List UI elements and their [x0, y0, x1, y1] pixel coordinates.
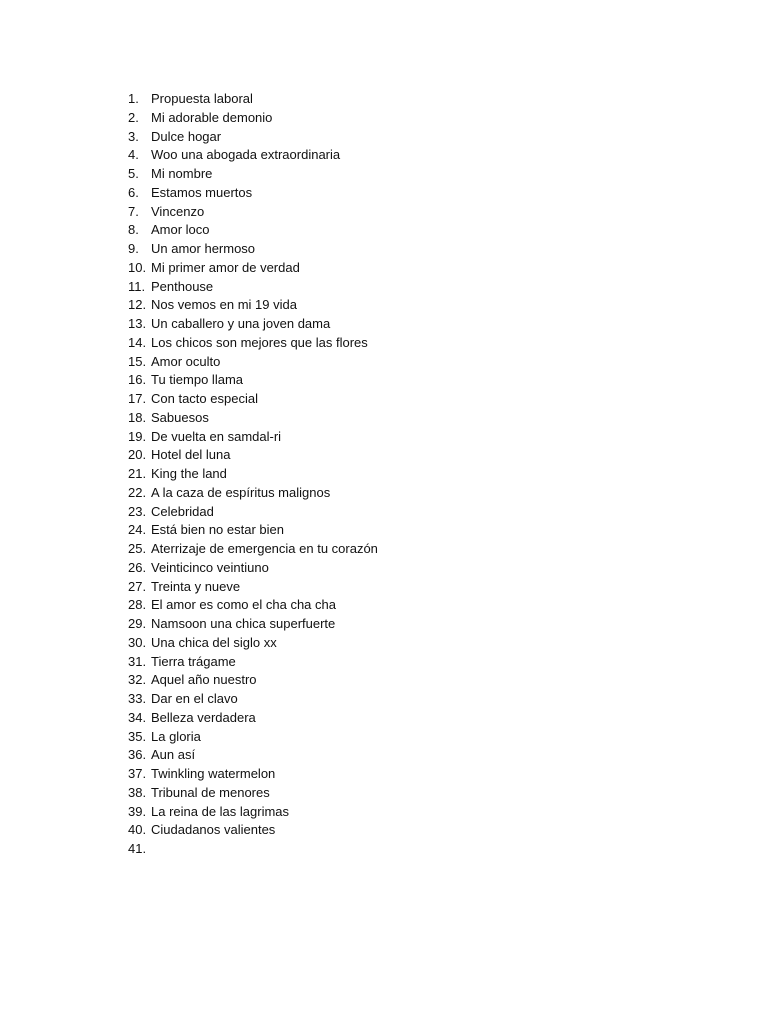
- list-item: [128, 128, 378, 147]
- list-item-number: 16.: [128, 372, 147, 388]
- list-item-text: Amor loco: [151, 222, 210, 238]
- list-item-text: El amor es como el cha cha cha: [151, 597, 336, 613]
- list-item-text: Propuesta laboral: [151, 91, 253, 106]
- list-item-number: 9.: [128, 241, 139, 256]
- list-item: [128, 184, 378, 203]
- list-item-text: Penthouse: [151, 278, 214, 294]
- list-item-text: Aterrizaje de emergencia en tu corazón: [151, 541, 378, 556]
- list-item-text: Namsoon una chica superfuerte: [151, 616, 336, 631]
- list-item-number: 37.: [128, 766, 147, 781]
- list-item: [128, 259, 378, 278]
- list-item: [128, 409, 378, 428]
- list-item: [128, 503, 378, 522]
- list-item-text: Los chicos son mejores que las flores: [151, 334, 368, 350]
- list-item: [128, 240, 378, 259]
- list-item-number: 30.: [128, 634, 147, 650]
- list-item-number: 25.: [128, 541, 147, 556]
- list-item-number: 33.: [128, 691, 147, 706]
- list-item-number: 15.: [128, 353, 147, 369]
- list-item-text: Amor oculto: [151, 353, 221, 369]
- list-item-number: 11.: [128, 278, 146, 294]
- list-item-number: 4.: [128, 147, 139, 163]
- list-item-number: 36.: [128, 747, 147, 763]
- list-item-number: 1.: [128, 91, 139, 106]
- list-item-number: 13.: [128, 316, 147, 331]
- list-item-number: 31.: [128, 653, 147, 669]
- list-item-text: Dar en el clavo: [151, 691, 238, 706]
- list-item-number: 19.: [128, 428, 147, 444]
- list-item-text: Celebridad: [151, 503, 214, 519]
- list-item-text: A la caza de espíritus malignos: [151, 484, 331, 500]
- list-item-text: Belleza verdadera: [151, 709, 256, 725]
- list-item: [128, 484, 378, 503]
- list-item-number: 5.: [128, 166, 139, 181]
- list-item-text: Mi adorable demonio: [151, 109, 273, 125]
- list-item: [128, 728, 378, 747]
- list-item-number: 29.: [128, 616, 147, 631]
- list-item: [128, 540, 378, 559]
- list-item: [128, 203, 378, 222]
- list-item-number: 24.: [128, 522, 147, 538]
- list-item-text: Twinkling watermelon: [151, 766, 276, 781]
- list-item-text: Estamos muertos: [151, 184, 253, 200]
- list-item-number: 20.: [128, 447, 147, 463]
- list-item: [128, 296, 378, 315]
- list-item-number: 39.: [128, 803, 147, 819]
- list-item-number: 23.: [128, 503, 147, 519]
- list-item-text: De vuelta en samdal-ri: [151, 428, 282, 444]
- list-item: [128, 653, 378, 672]
- list-item-text: Nos vemos en mi 19 vida: [151, 297, 297, 313]
- numbered-list: [128, 90, 378, 859]
- list-item-text: Vincenzo: [151, 203, 205, 219]
- list-item: [128, 109, 378, 128]
- list-item-text: Veinticinco veintiuno: [151, 559, 269, 575]
- list-item: [128, 146, 378, 165]
- list-item-text: Woo una abogada extraordinaria: [151, 147, 341, 163]
- list-item-number: 41.: [128, 841, 147, 856]
- list-item: [128, 765, 378, 784]
- list-item-text: Tierra trágame: [151, 653, 236, 669]
- list-item-text: Aquel año nuestro: [151, 672, 257, 688]
- list-item-text: Dulce hogar: [151, 128, 222, 144]
- list-item-number: 18.: [128, 409, 147, 425]
- list-item: [128, 634, 378, 653]
- list-item: [128, 390, 378, 409]
- list-item: [128, 353, 378, 372]
- list-item-text: Hotel del luna: [151, 447, 231, 463]
- list-item-text: Mi nombre: [151, 166, 213, 181]
- list-item-number: 3.: [128, 128, 139, 144]
- list-item-number: 38.: [128, 784, 147, 800]
- list-item-number: 21.: [128, 466, 147, 481]
- list-item: [128, 671, 378, 690]
- list-item: [128, 596, 378, 615]
- list-item-text: Tu tiempo llama: [151, 372, 243, 388]
- list-item: [128, 803, 378, 822]
- list-item-number: 28.: [128, 597, 147, 613]
- list-item: [128, 578, 378, 597]
- list-item-text: Un amor hermoso: [151, 241, 256, 256]
- list-item: [128, 315, 378, 334]
- list-item: [128, 465, 378, 484]
- list-item-text: Tribunal de menores: [151, 784, 270, 800]
- list-item-number: 7.: [128, 203, 139, 219]
- list-item: [128, 709, 378, 728]
- list-item-number: 40.: [128, 822, 147, 838]
- list-item-text: Con tacto especial: [151, 391, 258, 406]
- list-item-number: 2.: [128, 109, 139, 125]
- list-item-number: 34.: [128, 709, 147, 725]
- list-item: [128, 840, 378, 859]
- list-item-text: Sabuesos: [151, 409, 209, 425]
- list-item-number: 32.: [128, 672, 147, 688]
- list-item: [128, 278, 378, 297]
- list-item-number: 12.: [128, 297, 147, 313]
- list-item-text: La gloria: [151, 728, 201, 744]
- list-item-number: 10.: [128, 259, 147, 275]
- list-item-number: 6.: [128, 184, 139, 200]
- list-item-text: Ciudadanos valientes: [151, 822, 276, 838]
- list-item: [128, 821, 378, 840]
- list-item-text: La reina de las lagrimas: [151, 803, 290, 819]
- list-item: [128, 521, 378, 540]
- list-item: [128, 746, 378, 765]
- list-item: [128, 615, 378, 634]
- list-item-number: 14.: [128, 334, 147, 350]
- list-item-text: Una chica del siglo xx: [151, 634, 277, 650]
- list-item: [128, 428, 378, 447]
- list-item: [128, 371, 378, 390]
- list-item-text: Un caballero y una joven dama: [151, 316, 331, 331]
- list-item-number: 26.: [128, 559, 147, 575]
- list-item-number: 27.: [128, 578, 147, 594]
- list-item-text: Aun así: [151, 747, 196, 763]
- list-item-text: Treinta y nueve: [151, 578, 241, 594]
- list-item: [128, 784, 378, 803]
- list-item-text: King the land: [151, 466, 227, 481]
- list-item: [128, 90, 378, 109]
- list-item: [128, 446, 378, 465]
- list-item: [128, 334, 378, 353]
- list-item-text: Mi primer amor de verdad: [151, 259, 300, 275]
- list-item-number: 22.: [128, 484, 147, 500]
- list-item: [128, 559, 378, 578]
- list-item-number: 35.: [128, 728, 147, 744]
- list-item: [128, 221, 378, 240]
- list-item: [128, 690, 378, 709]
- list-item: [128, 165, 378, 184]
- list-item-text: Está bien no estar bien: [151, 522, 284, 538]
- list-item-number: 8.: [128, 222, 139, 238]
- list-item-number: 17.: [128, 391, 147, 406]
